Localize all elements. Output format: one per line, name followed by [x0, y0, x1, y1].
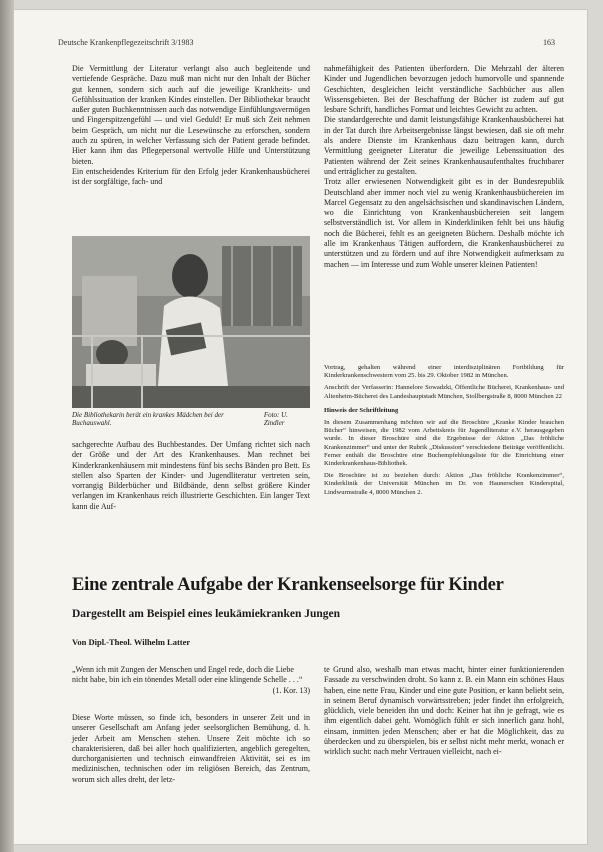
editor-note-heading: Hinweis der Schriftleitung	[324, 406, 399, 414]
article-body-left	[72, 713, 310, 785]
caption-text: Die Bibliothekarin berät ein krankes Mädchen bei der Buchauswahl.	[72, 411, 224, 427]
page-number: 163	[543, 38, 555, 47]
editor-note-order: Die Broschüre ist zu beziehen durch: Aktion „Das fröhliche Krankenzimmer“, Kinderklinik der Universität München im Dr. von Haunerschen Kinderspital, Lindwurmstraße 4, 8000 München 2.	[324, 472, 564, 496]
photo-caption	[72, 411, 310, 427]
library-photo	[72, 236, 310, 408]
lecture-note: Vortrag, gehalten während einer interdisziplinären Fortbildung für Kinderkrankenschwestern vom 25. bis 29. Oktober 1982 in München.	[324, 364, 564, 380]
paragraph: nahmefähigkeit des Patienten überfordern. Die Mehrzahl der älteren Kinder und Jugendlichen bevorzugen jedoch humorvolle und spannende Geschichten, desgleichen leicht verständliche Sachbücher aus allen Wissensgebieten. Bei der Beschaffung der Bücher ist zudem auf gut lesbare Schrift, handliches Format und leichtes Gewicht zu achten.	[324, 64, 564, 115]
running-header: Deutsche Krankenpflegezeitschrift 3/1983	[58, 38, 194, 47]
paragraph: te Grund also, weshalb man etwas macht, hinter einer funktionierenden Fassade zu verschwinden droht. So kann z. B. ein Mann ein schönes Haus haben, eine nette Frau, Kinder und eine gute Position, er kann beliebt sein, in seinem Beruf dynamisch vorwärtsstreben; jeder findet ihn erfolgreich, glücklich, viele beneiden ihn und doch: Keiner hat ihn je gefragt, wie es ihm eigentlich dabei geht. Womöglich fühlt er sich innerlich ganz hohl, einsam, inmitten jeden Menschen; aber er hat die Möglichkeit, das zu überdecken und zu überspielen, bis er selbst nicht mehr merkt, wonach er wirklich sucht: nach mehr Vertrauen vielleicht, nach ei-	[324, 665, 564, 757]
epigraph-reference: (1. Kor. 13)	[272, 685, 310, 695]
left-column-top	[72, 64, 310, 188]
photo-credit: Foto: U. Zindler	[263, 411, 288, 427]
footnotes	[324, 364, 564, 501]
paragraph: Ein entscheidendes Kriterium für den Erfolg jeder Krankenhausbücherei ist der sorgfältige, fach- und	[72, 166, 310, 187]
article-subtitle: Dargestellt am Beispiel eines leukämiekranken Jungen	[72, 608, 341, 620]
paragraph: Trotz aller erwiesenen Notwendigkeit gibt es in der Bundesrepublik Deutschland aber immer noch viel zu wenig Krankenhausbüchereien im Marcel Gegensatz zu den angelsächsischen und skandinavischen Ländern, wo die Einrichtung von Krankenhausbüchereien seit langem selbstverständlich ist. Vor allem in Kinderkliniken fehlt bei uns häufig noch die Bücherei, fehlt es an geeigneten Büchern. Deshalb möchte ich alle im Krankenhaus Tätigen auffordern, die Krankenhausbücherei zu unterstützen und zu fördern und auf ihre Notwendigkeit aufmerksam zu machen — im Interesse und zum Wohle unserer kleinen Patienten!	[324, 177, 564, 269]
photo-illustration	[72, 236, 310, 408]
article-title: Eine zentrale Aufgabe der Krankenseelsorge für Kinder	[72, 575, 504, 595]
author-address: Anschrift der Verfasserin: Hannelore Sowadzki, Öffentliche Bücherei, Krankenhaus- und Altenheim-Bücherei des Landeshauptstadt München, Stollbergstraße 8, 8000 München 22	[324, 384, 564, 400]
article-author: Von Dipl.-Theol. Wilhelm Latter	[72, 637, 191, 647]
left-column-bottom	[72, 440, 310, 512]
scan-edge	[0, 0, 14, 852]
right-column-top	[324, 64, 564, 270]
paragraph: Die standardgerechte und damit leistungsfähige Krankenhausbücherei hat in der Tat durch ihre Arbeitsergebnisse längst bewiesen, daß sie oft mehr als andere Dienste im Krankenhaus dazu beitragen kann, durch Vermittlung geeigneter Literatur die jeweilige Lebenssituation des Patienten während der Zeit seines Krankenhausaufenthaltes fruchtbarer und erträglicher zu gestalten.	[324, 115, 564, 176]
paragraph: Diese Worte müssen, so finde ich, besonders in unserer Zeit und in unserer Gesellschaft am Anfang jeder seelsorglichen Bemühung, d. h. jeder Arbeit am Menschen stehen. Unsere Zeit möchte ich so charakterisieren, daß bei aller hoch qualifizierten, angeblich geregelten, durchorganisierten und technisch einwandfreien Aktivität, sei es im medizinischen, technischen oder im religiösen Bereich, das Zentrum, worum sich alles dreht, der letz-	[72, 713, 310, 784]
epigraph-text: „Wenn ich mit Zungen der Menschen und Engel rede, doch die Liebe nicht habe, bin ich ein tönendes Metall oder eine klingende Schelle . . .“	[72, 665, 303, 685]
paragraph: Die Vermittlung der Literatur verlangt also auch begleitende und vertiefende Gespräche. Dazu muß man nicht nur den Inhalt der Bücher gut kennen, sondern sich auch auf die jeweilige Krankheits- und Gefühlssituation der kranken Kindes einstellen. Der Bibliothekar braucht außer guten Buchkenntnissen auch das notwendige Einfühlungsvermögen und Fingerspitzengefühl — und viel Geduld! Er muß sich Zeit nehmen beim Gespräch, um nicht nur die Lesewünsche zu erforschen, sondern auch zu spüren, in welcher Verfassung sich der Patient gerade befindet. Hier kann ihm das Pflegepersonal wertvolle Hilfe und Unterstützung bieten.	[72, 64, 310, 166]
paragraph: sachgerechte Aufbau des Buchbestandes. Der Umfang richtet sich nach der Größe und der Art des Krankenhauses. Man rechnet bei Kinderkrankenhäusern mit mindestens fünf bis sechs Bänden pro Bett. Es stellen also Sparten der Kinder- und Jugendliteratur vertreten sein, vorrangig Bilderbücher und Bildbände, denn selbst größere Kinder verlangen im Krankenhaus reich illustrierte Geschichten. Ein langer Text kann die Auf-	[72, 440, 310, 511]
epigraph	[72, 665, 310, 696]
article-body-right	[324, 665, 564, 758]
editor-note-body: In diesem Zusammenhang möchten wir auf die Broschüre „Kranke Kinder brauchen Bücher“ hinweisen, die 1982 vom Arbeitskreis für Jugendliteratur e.V. herausgegeben wurde. In dieser Broschüre sind die Ergebnisse der Aktion „Das fröhliche Krankenzimmer“ und unter der Rubrik „Diskussion“ verschiedene Beiträge veröffentlicht. Ferner enthält die Broschüre eine Buchempfehlungsliste für die Einrichtung einer Kinderkrankenhaus-Bibliothek.	[324, 419, 564, 468]
